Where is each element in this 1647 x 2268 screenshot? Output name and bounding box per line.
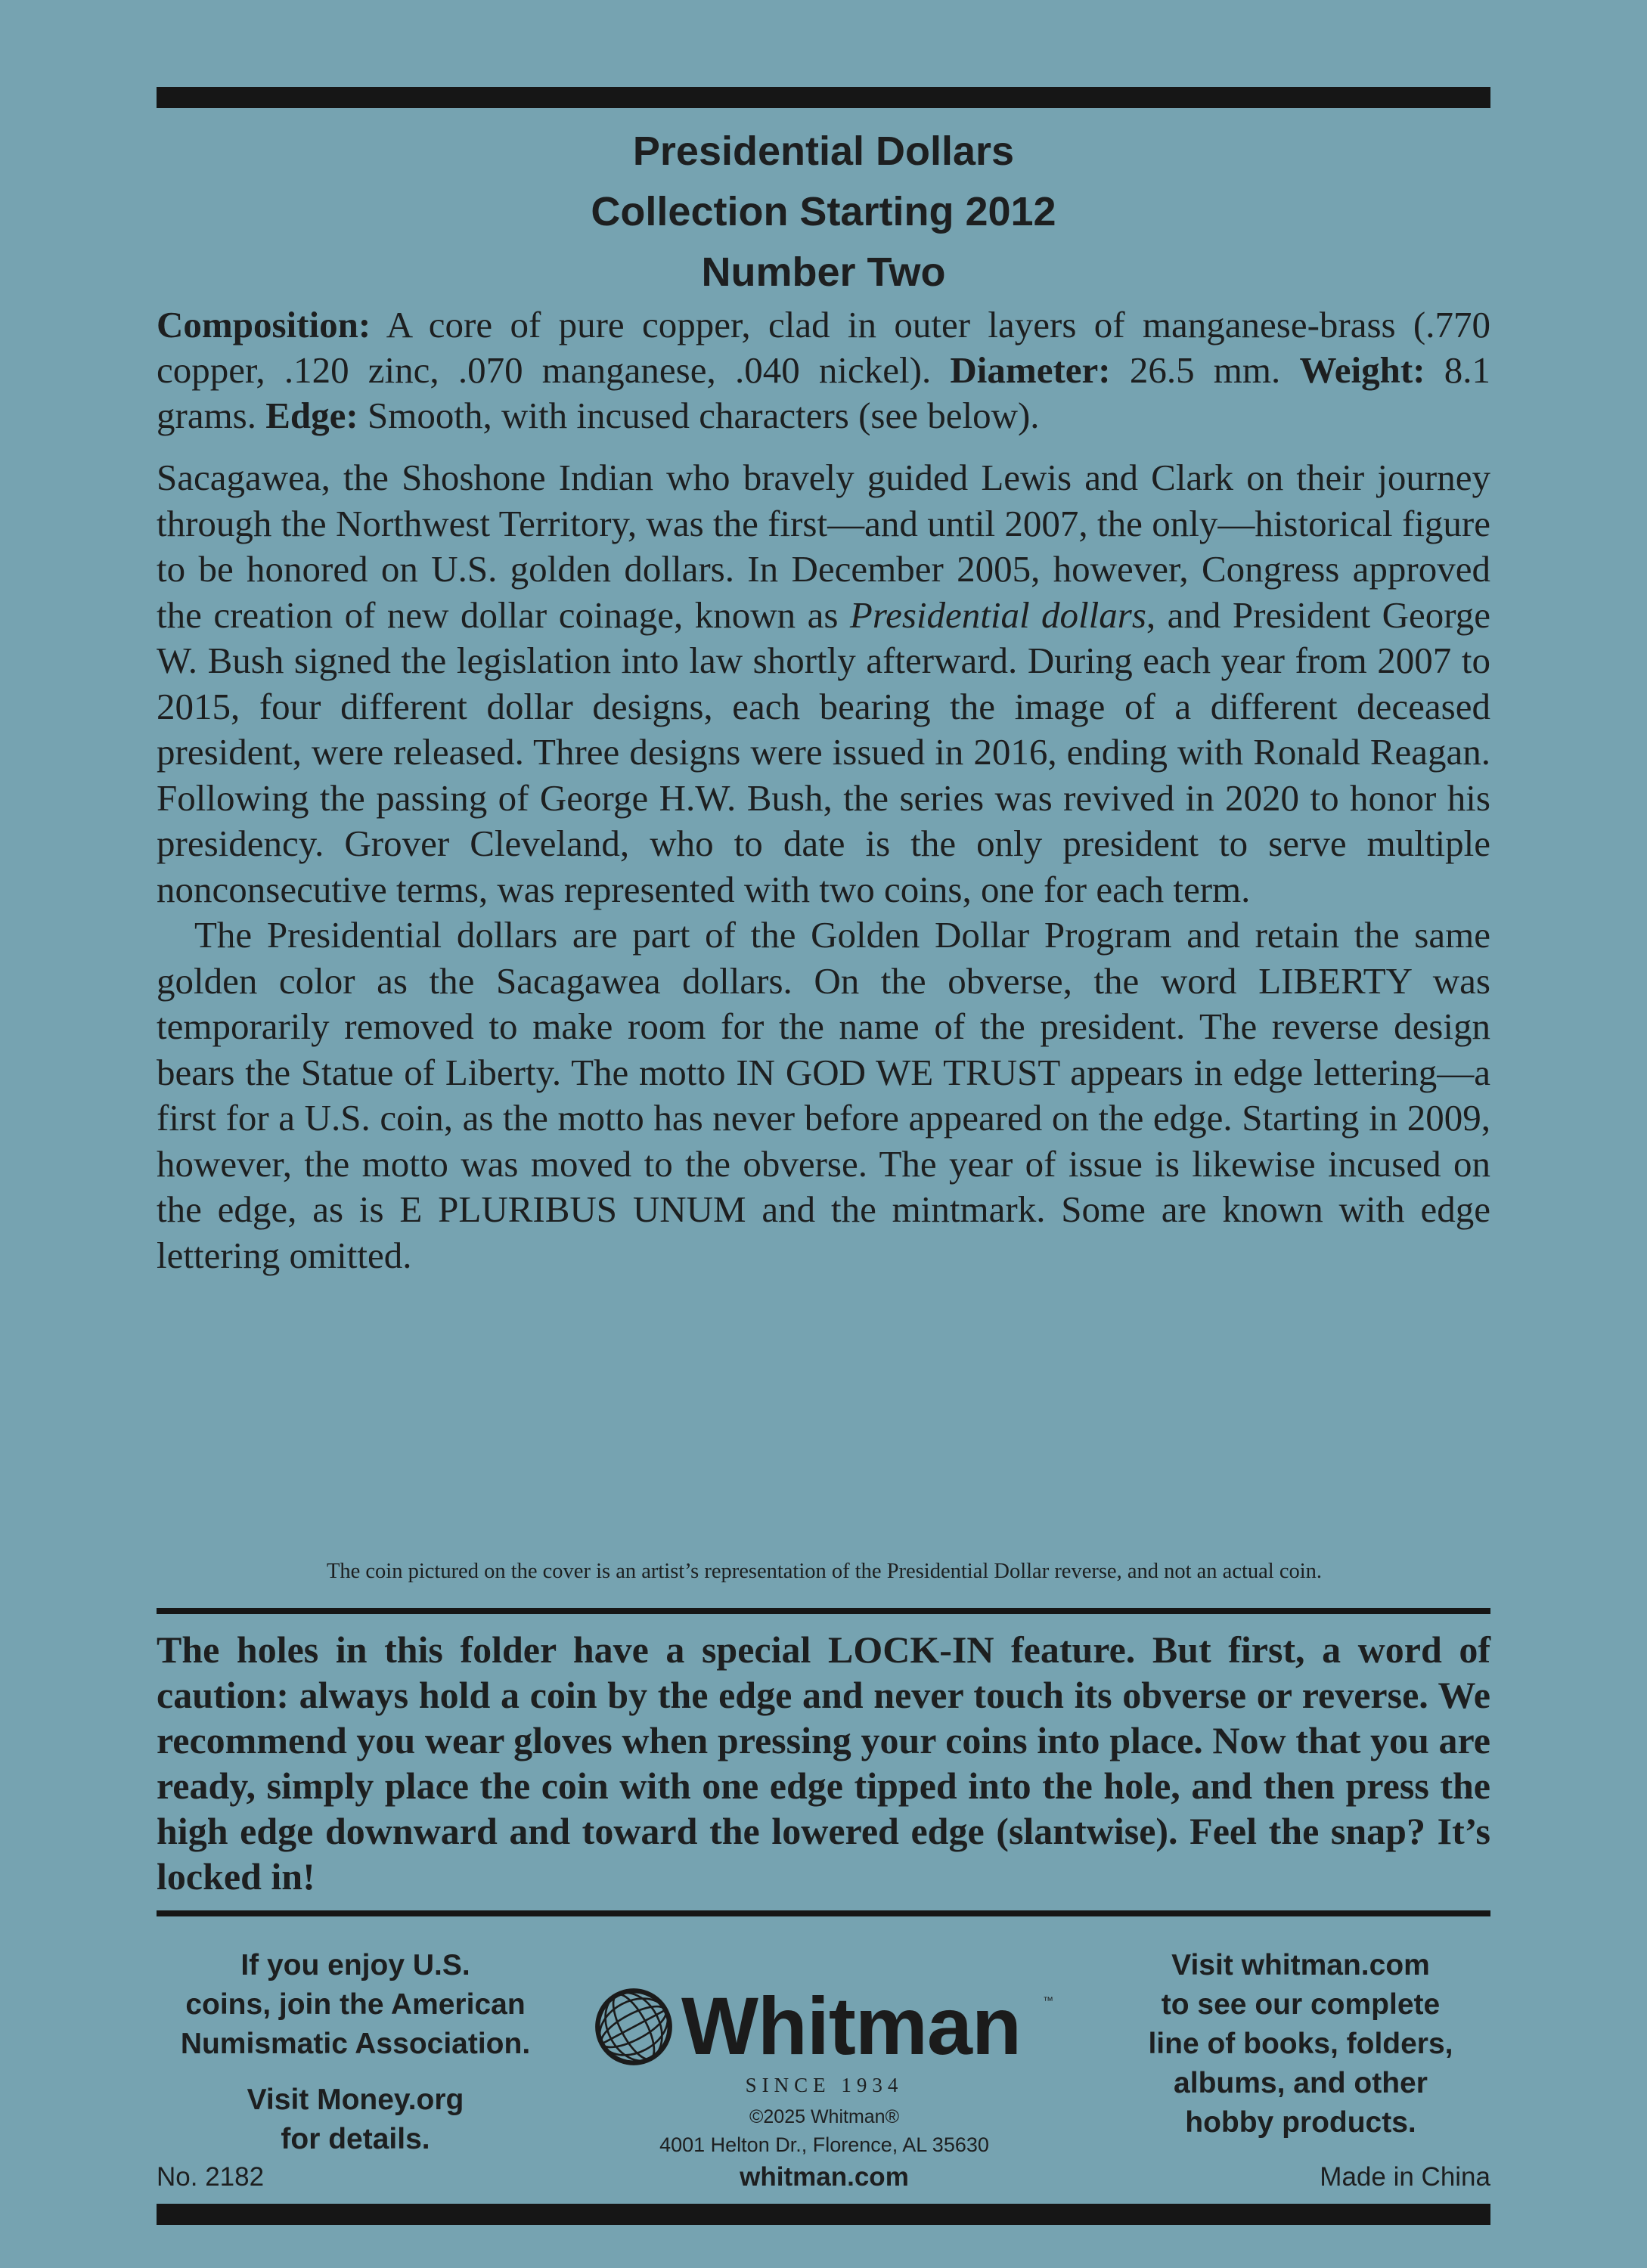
trademark-mark: ™	[1043, 1994, 1053, 2006]
composition-specs	[157, 302, 1490, 438]
title-line-3: Number Two	[701, 249, 946, 295]
title-line-1: Presidential Dollars	[632, 129, 1015, 174]
page-title	[157, 121, 1490, 302]
weight-value: 8.1 grams.	[157, 349, 1491, 436]
since-tagline: SINCE 1934	[745, 2074, 904, 2096]
weight-label: Weight:	[1299, 349, 1425, 391]
visit-line-5: hobby products.	[1185, 2106, 1416, 2139]
money-line-1: Visit Money.org	[247, 2084, 464, 2116]
lockin-top-rule	[157, 1608, 1490, 1614]
bottom-rule	[157, 2204, 1490, 2225]
cover-disclaimer: The coin pictured on the cover is an artist’s representation of the Presidential Dollar reverse, and not an actual coin.	[326, 1560, 1323, 1583]
visit-line-2: to see our complete	[1161, 1988, 1441, 2021]
footer-top-rule	[157, 1910, 1490, 1916]
visit-line-4: albums, and other	[1174, 2067, 1428, 2099]
stock-number: No. 2182	[157, 2162, 265, 2192]
title-line-2: Collection Starting 2012	[591, 189, 1056, 234]
history-p1-text-a: Sacagawea, the Shoshone Indian who bravely guided Lewis and Clark on their journey through the Northwest Territory, was the first—and until 2007, the only—historical figure to be honored on U.S. golden dollars. In December 2005, however, Congress approved the creation of new dollar coinage, known as	[157, 457, 1490, 636]
money-line-2: for details.	[281, 2123, 430, 2155]
website-link: whitman.com	[740, 2162, 909, 2192]
copyright: ©2025 Whitman®	[749, 2106, 900, 2127]
ana-line-3: Numismatic Association.	[180, 2028, 531, 2060]
visit-line-3: line of books, folders,	[1148, 2028, 1453, 2060]
edge-label: Edge:	[265, 395, 358, 436]
edge-value: Smooth, with incused characters (see below).	[358, 395, 1040, 436]
whitman-promo	[1096, 1946, 1505, 2143]
history-paragraph-1	[157, 455, 1490, 912]
globe-icon	[594, 1987, 674, 2067]
history-p1-text-b: , and President George W. Bush signed the legislation into law shortly afterward. During each year from 2007 to 2015, four different dollar designs, each bearing the image of a different deceased president, were released. Three designs were issued in 2016, ending with Ronald Reagan. Following the passing of George H.W. Bush, the series was revived in 2020 to honor his presidency. Grover Cleveland, who to date is the only president to serve multiple nonconsecutive terms, was represented with two coins, one for each term.	[157, 593, 1490, 910]
ana-line-1: If you enjoy U.S.	[240, 1949, 470, 1981]
ana-line-2: coins, join the American	[185, 1988, 526, 2021]
ana-promo	[151, 1946, 560, 2159]
country-of-origin: Made in China	[1320, 2162, 1490, 2192]
visit-line-1: Visit whitman.com	[1171, 1949, 1430, 1981]
whitman-logo	[594, 1980, 1062, 2071]
history-p1-italic: Presidential dollars	[849, 593, 1146, 636]
composition-text: A core of pure copper, clad in outer layers of manganese-brass (.770 copper, .120 zinc, .070 manganese, .040 nickel).	[157, 304, 1490, 391]
diameter-label: Diameter:	[950, 349, 1111, 391]
address: 4001 Helton Dr., Florence, AL 35630	[659, 2133, 989, 2156]
history-text	[157, 455, 1490, 1278]
composition-label: Composition:	[157, 304, 371, 345]
history-paragraph-2: The Presidential dollars are part of the Golden Dollar Program and retain the same golden color as the Sacagawea dollars. On the obverse, the word LIBERTY was temporarily removed to make room for the name of the president. The reverse design bears the Statue of Liberty. The motto IN GOD WE TRUST appears in edge lettering—a first for a U.S. coin, as the motto has never before appeared on the edge. Starting in 2009, however, the motto was moved to the obverse. The year of issue is likewise incused on the edge, as is E PLURIBUS UNUM and the mintmark. Some are known with edge lettering omitted.	[157, 914, 1490, 1276]
diameter-value: 26.5 mm.	[1110, 349, 1300, 391]
top-rule	[157, 87, 1490, 108]
lockin-instructions: The holes in this folder have a special LOCK-IN feature. But first, a word of caution: always hold a coin by the edge and never touch its obverse or reverse. We recommend you wear gloves when pressing your coins into place. Now that you are ready, simply place the coin with one edge tipped into the hole, and then press the high edge downward and toward the lowered edge (slantwise). Feel the snap? It’s locked in!	[157, 1628, 1490, 1898]
whitman-wordmark: Whitman	[681, 1980, 1021, 2071]
